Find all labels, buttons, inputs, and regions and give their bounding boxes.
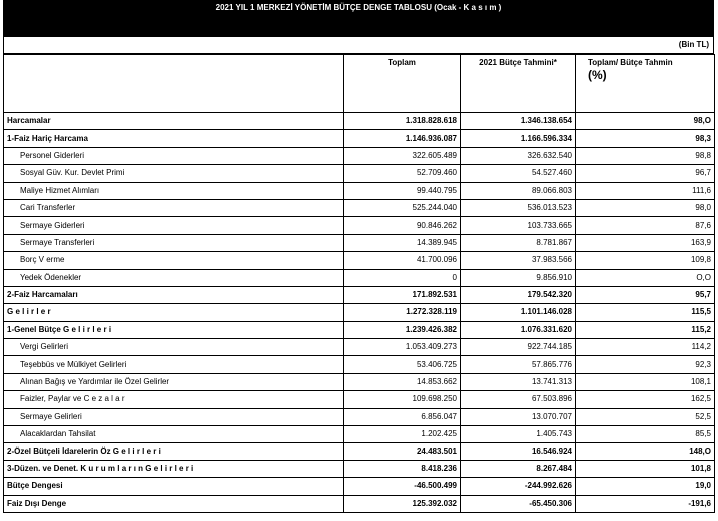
row-label: Bütçe Dengesi	[4, 478, 344, 495]
row-budget: 54.527.460	[461, 165, 576, 182]
row-label: Borç V erme	[4, 252, 344, 269]
table-row	[4, 478, 715, 495]
table-row	[4, 321, 715, 338]
row-ratio: 108,1	[576, 373, 715, 390]
table-row	[4, 182, 715, 199]
row-budget: -244.992.626	[461, 478, 576, 495]
row-ratio: 98,8	[576, 147, 715, 164]
header-ratio-unit: (%)	[588, 68, 607, 82]
row-budget: 89.066.803	[461, 182, 576, 199]
row-budget: 326.632.540	[461, 147, 576, 164]
row-label: Alacaklardan Tahsilat	[4, 426, 344, 443]
table-row	[4, 113, 715, 130]
row-ratio: 19,0	[576, 478, 715, 495]
row-total: 1.318.828.618	[344, 113, 461, 130]
row-budget: 1.166.596.334	[461, 130, 576, 147]
row-ratio: 98,3	[576, 130, 715, 147]
row-budget: 16.546.924	[461, 443, 576, 460]
row-total: 125.392.032	[344, 495, 461, 512]
row-total: 1.202.425	[344, 426, 461, 443]
row-ratio: -191,6	[576, 495, 715, 512]
header-total: Toplam	[344, 55, 461, 113]
row-ratio: 98,0	[576, 199, 715, 216]
row-total: 6.856.047	[344, 408, 461, 425]
row-label: Alınan Bağış ve Yardımlar ile Özel Gelirler	[4, 373, 344, 390]
table-row	[4, 165, 715, 182]
row-ratio: 87,6	[576, 217, 715, 234]
row-total: 41.700.096	[344, 252, 461, 269]
row-budget: 1.346.138.654	[461, 113, 576, 130]
row-total: 1.272.328.119	[344, 304, 461, 321]
row-ratio: 163,9	[576, 234, 715, 251]
table-row	[4, 269, 715, 286]
row-ratio: 52,5	[576, 408, 715, 425]
row-total: 171.892.531	[344, 286, 461, 303]
table-row	[4, 252, 715, 269]
row-budget: 37.983.566	[461, 252, 576, 269]
row-label: Sermaye Gelirleri	[4, 408, 344, 425]
row-budget: 57.865.776	[461, 356, 576, 373]
row-budget: 8.267.484	[461, 460, 576, 477]
row-budget: 922.744.185	[461, 339, 576, 356]
row-budget: 13.070.707	[461, 408, 576, 425]
table-row	[4, 130, 715, 147]
row-total: 52.709.460	[344, 165, 461, 182]
table-row	[4, 373, 715, 390]
table-row	[4, 426, 715, 443]
row-budget: 9.856.910	[461, 269, 576, 286]
row-budget: 8.781.867	[461, 234, 576, 251]
row-budget: 1.101.146.028	[461, 304, 576, 321]
header-label-cell	[4, 55, 344, 113]
table-row	[4, 234, 715, 251]
row-budget: 1.076.331.620	[461, 321, 576, 338]
table-row	[4, 304, 715, 321]
row-total: 14.389.945	[344, 234, 461, 251]
row-label: Cari Transferler	[4, 199, 344, 216]
row-label: Faiz Dışı Denge	[4, 495, 344, 512]
row-total: 525.244.040	[344, 199, 461, 216]
row-total: 109.698.250	[344, 391, 461, 408]
row-label: Maliye Hizmet Alımları	[4, 182, 344, 199]
table-row	[4, 460, 715, 477]
row-total: 24.483.501	[344, 443, 461, 460]
row-total: 53.406.725	[344, 356, 461, 373]
row-total: 322.605.489	[344, 147, 461, 164]
row-label: Personel Giderleri	[4, 147, 344, 164]
row-ratio: 98,O	[576, 113, 715, 130]
row-total: 1.146.936.087	[344, 130, 461, 147]
header-ratio-label: Toplam/ Bütçe Tahmin	[588, 58, 673, 67]
row-total: 14.853.662	[344, 373, 461, 390]
table-title: 2021 YIL 1 MERKEZİ YÖNETİM BÜTÇE DENGE TABLOSU (Ocak - K a s ı m )	[3, 0, 714, 37]
row-ratio: 95,7	[576, 286, 715, 303]
row-total: 1.239.426.382	[344, 321, 461, 338]
table-row	[4, 356, 715, 373]
row-label: G e l i r l e r	[4, 304, 344, 321]
row-budget: 1.405.743	[461, 426, 576, 443]
table-row	[4, 339, 715, 356]
row-label: Sermaye Transferleri	[4, 234, 344, 251]
budget-table-document	[3, 0, 714, 513]
row-total: 90.846.262	[344, 217, 461, 234]
row-ratio: 162,5	[576, 391, 715, 408]
row-label: Sosyal Güv. Kur. Devlet Primi	[4, 165, 344, 182]
row-ratio: 92,3	[576, 356, 715, 373]
row-label: Yedek Ödenekler	[4, 269, 344, 286]
row-label: 3-Düzen. ve Denet. K u r u m l a r ı n G e l i r l e r i	[4, 460, 344, 477]
row-total: -46.500.499	[344, 478, 461, 495]
row-ratio: 114,2	[576, 339, 715, 356]
row-ratio: 85,5	[576, 426, 715, 443]
row-budget: 13.741.313	[461, 373, 576, 390]
row-label: Teşebbüs ve Mülkiyet Gelirleri	[4, 356, 344, 373]
table-row	[4, 286, 715, 303]
row-ratio: 111,6	[576, 182, 715, 199]
unit-label: (Bin TL)	[3, 37, 714, 54]
table-row	[4, 217, 715, 234]
row-ratio: 96,7	[576, 165, 715, 182]
row-label: 1-Genel Bütçe G e l i r l e r i	[4, 321, 344, 338]
row-total: 99.440.795	[344, 182, 461, 199]
row-ratio: 115,5	[576, 304, 715, 321]
row-label: 1-Faiz Hariç Harcama	[4, 130, 344, 147]
table-row	[4, 443, 715, 460]
table-row	[4, 199, 715, 216]
header-row	[4, 55, 715, 113]
table-row	[4, 408, 715, 425]
row-ratio: 148,O	[576, 443, 715, 460]
row-budget: 67.503.896	[461, 391, 576, 408]
row-label: Harcamalar	[4, 113, 344, 130]
row-label: 2-Faiz Harcamaları	[4, 286, 344, 303]
row-label: Sermaye Giderleri	[4, 217, 344, 234]
row-ratio: O,O	[576, 269, 715, 286]
table-row	[4, 391, 715, 408]
row-total: 8.418.236	[344, 460, 461, 477]
row-label: Faizler, Paylar ve C e z a l a r	[4, 391, 344, 408]
row-budget: -65.450.306	[461, 495, 576, 512]
row-total: 0	[344, 269, 461, 286]
budget-table	[3, 54, 715, 513]
header-ratio	[576, 55, 715, 113]
row-ratio: 115,2	[576, 321, 715, 338]
row-ratio: 101,8	[576, 460, 715, 477]
row-budget: 536.013.523	[461, 199, 576, 216]
row-budget: 103.733.665	[461, 217, 576, 234]
row-label: 2-Özel Bütçeli İdarelerin Öz G e l i r l e r i	[4, 443, 344, 460]
row-ratio: 109,8	[576, 252, 715, 269]
row-budget: 179.542.320	[461, 286, 576, 303]
row-label: Vergi Gelirleri	[4, 339, 344, 356]
row-total: 1.053.409.273	[344, 339, 461, 356]
header-budget: 2021 Bütçe Tahmini*	[461, 55, 576, 113]
table-row	[4, 147, 715, 164]
table-row	[4, 495, 715, 512]
